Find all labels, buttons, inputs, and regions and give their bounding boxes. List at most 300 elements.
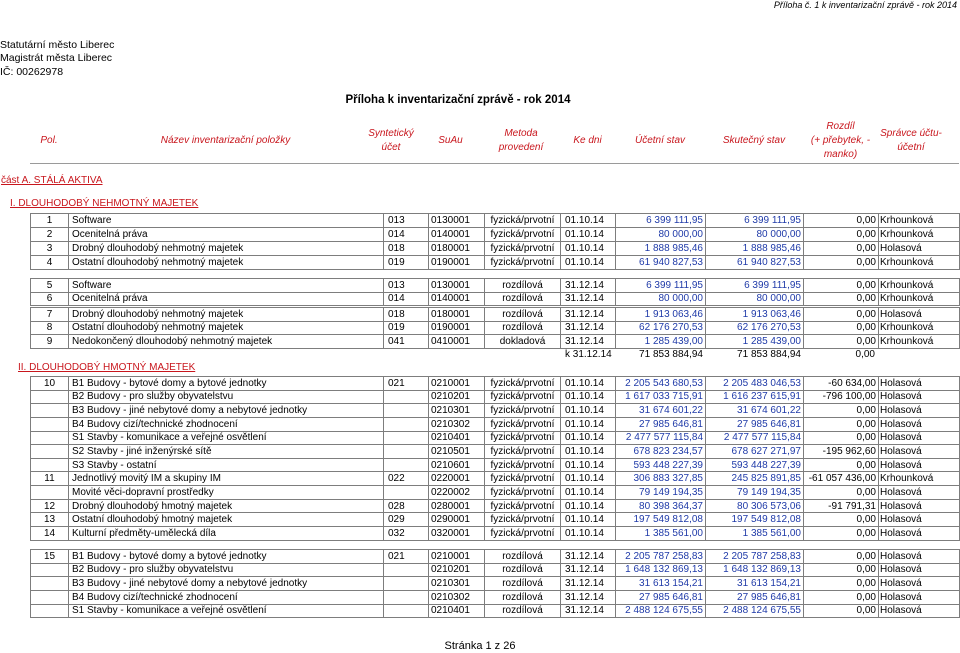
as-of-date-cell: 01.10.14	[561, 404, 616, 418]
difference-cell: 0,00	[804, 228, 879, 242]
as-of-date-cell: 31.12.14	[561, 335, 616, 349]
synthetic-account-cell	[384, 604, 429, 618]
col-header-method	[490, 119, 552, 162]
actual-value-cell: 1 385 561,00	[706, 527, 804, 541]
method-cell: fyzická/prvotní	[485, 513, 561, 527]
method-cell: fyzická/prvotní	[485, 445, 561, 459]
method-cell: fyzická/prvotní	[485, 472, 561, 486]
administrator-cell: Krhounková	[879, 335, 960, 349]
table-row	[31, 486, 960, 500]
table-row	[31, 390, 960, 404]
table-row	[31, 321, 960, 335]
as-of-date-cell: 31.12.14	[561, 292, 616, 306]
suau-cell: 0210302	[429, 590, 485, 604]
administrator-cell: Krhounková	[879, 472, 960, 486]
table-row	[31, 377, 960, 391]
as-of-date-cell: 01.10.14	[561, 417, 616, 431]
item-name-cell: B1 Budovy - bytové domy a bytové jednotky	[69, 377, 384, 391]
row-number-cell: 12	[31, 499, 69, 513]
actual-value-cell: 197 549 812,08	[706, 513, 804, 527]
suau-cell: 0130001	[429, 214, 485, 228]
item-name-cell: Nedokončený dlouhodobý nehmotný majetek	[69, 335, 384, 349]
actual-value-cell: 1 285 439,00	[706, 335, 804, 349]
synthetic-account-cell: 014	[384, 292, 429, 306]
as-of-date-cell: 01.10.14	[561, 242, 616, 256]
as-of-date-cell: 01.10.14	[561, 458, 616, 472]
actual-value-cell: 79 149 194,35	[706, 486, 804, 500]
suau-cell: 0280001	[429, 499, 485, 513]
col-header-pol	[30, 119, 68, 162]
col-header-synthetic-account-line2: účet	[381, 141, 401, 153]
synthetic-account-cell: 019	[384, 256, 429, 270]
col-header-as-of-date-label: Ke dni	[573, 134, 602, 146]
summary-actual-value: 71 853 884,94	[737, 349, 801, 360]
tangible-assets-physical-table	[30, 376, 960, 541]
book-value-cell: 27 985 646,81	[616, 417, 706, 431]
synthetic-account-cell	[384, 404, 429, 418]
item-name-cell: Ostatní dlouhodobý nehmotný majetek	[69, 321, 384, 335]
table-row	[31, 292, 960, 306]
table-row	[31, 513, 960, 527]
method-cell: rozdílová	[485, 604, 561, 618]
method-cell: fyzická/prvotní	[485, 486, 561, 500]
suau-cell: 0290001	[429, 513, 485, 527]
synthetic-account-cell: 028	[384, 499, 429, 513]
row-number-cell	[31, 590, 69, 604]
as-of-date-cell: 01.10.14	[561, 256, 616, 270]
synthetic-account-cell	[384, 563, 429, 577]
synthetic-account-cell	[384, 458, 429, 472]
actual-value-cell: 593 448 227,39	[706, 458, 804, 472]
col-header-synthetic-account-line1: Syntetický	[368, 127, 414, 139]
row-number-cell: 4	[31, 256, 69, 270]
difference-cell: 0,00	[804, 458, 879, 472]
col-header-difference-line3: manko)	[823, 148, 858, 160]
page-title: Příloha k inventarizační zprávě - rok 2014	[345, 94, 571, 106]
row-number-cell	[31, 458, 69, 472]
book-value-cell: 1 285 439,00	[616, 335, 706, 349]
col-header-administrator	[870, 119, 952, 162]
as-of-date-cell: 01.10.14	[561, 228, 616, 242]
administrator-cell: Holasová	[879, 458, 960, 472]
header-divider	[30, 163, 959, 164]
difference-cell: -61 057 436,00	[804, 472, 879, 486]
method-cell: rozdílová	[485, 292, 561, 306]
difference-cell: 0,00	[804, 513, 879, 527]
difference-cell: -796 100,00	[804, 390, 879, 404]
table-row	[31, 228, 960, 242]
as-of-date-cell: 01.10.14	[561, 214, 616, 228]
row-number-cell: 11	[31, 472, 69, 486]
book-value-cell: 1 648 132 869,13	[616, 563, 706, 577]
book-value-cell: 79 149 194,35	[616, 486, 706, 500]
synthetic-account-cell: 018	[384, 308, 429, 322]
difference-cell: 0,00	[804, 577, 879, 591]
actual-value-cell: 6 399 111,95	[706, 214, 804, 228]
col-header-as-of-date	[560, 119, 615, 162]
administrator-cell: Krhounková	[879, 228, 960, 242]
organization-company-id: IČ: 00262978	[0, 66, 64, 78]
item-name-cell: B4 Budovy cizí/technické zhodnocení	[69, 590, 384, 604]
synthetic-account-cell: 041	[384, 335, 429, 349]
book-value-cell: 306 883 327,85	[616, 472, 706, 486]
suau-cell: 0180001	[429, 242, 485, 256]
difference-cell: 0,00	[804, 604, 879, 618]
row-number-cell	[31, 390, 69, 404]
book-value-cell: 1 888 985,46	[616, 242, 706, 256]
actual-value-cell: 27 985 646,81	[706, 590, 804, 604]
as-of-date-cell: 01.10.14	[561, 499, 616, 513]
table-row	[31, 590, 960, 604]
table-row	[31, 472, 960, 486]
row-number-cell	[31, 431, 69, 445]
book-value-cell: 6 399 111,95	[616, 214, 706, 228]
actual-value-cell: 1 888 985,46	[706, 242, 804, 256]
suau-cell: 0140001	[429, 292, 485, 306]
suau-cell: 0210601	[429, 458, 485, 472]
row-number-cell: 8	[31, 321, 69, 335]
actual-value-cell: 80 306 573,06	[706, 499, 804, 513]
as-of-date-cell: 31.12.14	[561, 308, 616, 322]
actual-value-cell: 80 000,00	[706, 228, 804, 242]
intangible-assets-difference-table-a	[30, 278, 960, 306]
intangible-assets-difference-table-b	[30, 307, 960, 349]
col-header-difference-line2: (+ přebytek, -	[810, 134, 871, 146]
item-name-cell: B2 Budovy - pro služby obyvatelstvu	[69, 563, 384, 577]
row-number-cell: 2	[31, 228, 69, 242]
method-cell: fyzická/prvotní	[485, 377, 561, 391]
book-value-cell: 80 000,00	[616, 228, 706, 242]
col-header-item-name	[68, 119, 383, 162]
administrator-cell: Holasová	[879, 404, 960, 418]
row-number-cell: 14	[31, 527, 69, 541]
row-number-cell: 5	[31, 279, 69, 293]
table-row	[31, 527, 960, 541]
col-header-method-line1: Metoda	[504, 127, 538, 139]
item-name-cell: Movité věci-dopravní prostředky	[69, 486, 384, 500]
synthetic-account-cell: 029	[384, 513, 429, 527]
table-row	[31, 417, 960, 431]
suau-cell: 0220001	[429, 472, 485, 486]
col-header-item-name-label: Název inventarizační položky	[160, 134, 291, 146]
method-cell: rozdílová	[485, 308, 561, 322]
item-name-cell: Software	[69, 279, 384, 293]
section-intangible-assets-heading: I. DLOUHODOBÝ NEHMOTNÝ MAJETEK	[10, 198, 199, 209]
suau-cell: 0220002	[429, 486, 485, 500]
difference-cell: 0,00	[804, 550, 879, 564]
col-header-method-line2: provedení	[498, 141, 544, 153]
suau-cell: 0210401	[429, 604, 485, 618]
as-of-date-cell: 31.12.14	[561, 550, 616, 564]
col-header-difference	[803, 119, 878, 162]
suau-cell: 0190001	[429, 321, 485, 335]
book-value-cell: 61 940 827,53	[616, 256, 706, 270]
method-cell: fyzická/prvotní	[485, 214, 561, 228]
as-of-date-cell: 31.12.14	[561, 321, 616, 335]
suau-cell: 0210501	[429, 445, 485, 459]
table-row	[31, 499, 960, 513]
method-cell: rozdílová	[485, 590, 561, 604]
row-number-cell	[31, 404, 69, 418]
item-name-cell: Ostatní dlouhodobý hmotný majetek	[69, 513, 384, 527]
synthetic-account-cell: 019	[384, 321, 429, 335]
synthetic-account-cell: 022	[384, 472, 429, 486]
method-cell: fyzická/prvotní	[485, 499, 561, 513]
administrator-cell: Holasová	[879, 445, 960, 459]
summary-book-value: 71 853 884,94	[639, 349, 703, 360]
suau-cell: 0210001	[429, 550, 485, 564]
synthetic-account-cell: 021	[384, 550, 429, 564]
item-name-cell: Drobný dlouhodobý nehmotný majetek	[69, 308, 384, 322]
difference-cell: 0,00	[804, 486, 879, 500]
book-value-cell: 31 674 601,22	[616, 404, 706, 418]
as-of-date-cell: 01.10.14	[561, 445, 616, 459]
administrator-cell: Holasová	[879, 242, 960, 256]
method-cell: fyzická/prvotní	[485, 431, 561, 445]
table-row	[31, 256, 960, 270]
row-number-cell: 13	[31, 513, 69, 527]
table-row	[31, 214, 960, 228]
col-header-pol-label: Pol.	[40, 134, 58, 146]
method-cell: rozdílová	[485, 279, 561, 293]
synthetic-account-cell	[384, 577, 429, 591]
item-name-cell: Jednotlivý movitý IM a skupiny IM	[69, 472, 384, 486]
administrator-cell: Krhounková	[879, 279, 960, 293]
intangible-assets-physical-table	[30, 213, 960, 270]
as-of-date-cell: 31.12.14	[561, 279, 616, 293]
synthetic-account-cell: 032	[384, 527, 429, 541]
synthetic-account-cell: 013	[384, 214, 429, 228]
method-cell: fyzická/prvotní	[485, 404, 561, 418]
item-name-cell: S1 Stavby - komunikace a veřejné osvětlení	[69, 604, 384, 618]
row-number-cell: 10	[31, 377, 69, 391]
method-cell: fyzická/prvotní	[485, 242, 561, 256]
suau-cell: 0320001	[429, 527, 485, 541]
synthetic-account-cell	[384, 590, 429, 604]
administrator-cell: Krhounková	[879, 214, 960, 228]
row-number-cell	[31, 577, 69, 591]
difference-cell: 0,00	[804, 417, 879, 431]
difference-cell: 0,00	[804, 292, 879, 306]
administrator-cell: Holasová	[879, 513, 960, 527]
item-name-cell: Ostatní dlouhodobý nehmotný majetek	[69, 256, 384, 270]
synthetic-account-cell: 014	[384, 228, 429, 242]
book-value-cell: 80 000,00	[616, 292, 706, 306]
table-row	[31, 563, 960, 577]
as-of-date-cell: 31.12.14	[561, 563, 616, 577]
method-cell: rozdílová	[485, 563, 561, 577]
col-header-administrator-line1: Správce účtu-	[880, 127, 942, 139]
book-value-cell: 1 385 561,00	[616, 527, 706, 541]
row-number-cell: 6	[31, 292, 69, 306]
synthetic-account-cell: 018	[384, 242, 429, 256]
col-header-suau-label: SuAu	[438, 134, 463, 146]
page-footer: Stránka 1 z 26	[444, 640, 516, 652]
suau-cell: 0210401	[429, 431, 485, 445]
method-cell: dokladová	[485, 335, 561, 349]
actual-value-cell: 1 648 132 869,13	[706, 563, 804, 577]
actual-value-cell: 31 674 601,22	[706, 404, 804, 418]
synthetic-account-cell: 021	[384, 377, 429, 391]
difference-cell: 0,00	[804, 563, 879, 577]
row-number-cell	[31, 604, 69, 618]
administrator-cell: Holasová	[879, 527, 960, 541]
table-row	[31, 308, 960, 322]
administrator-cell: Krhounková	[879, 292, 960, 306]
synthetic-account-cell	[384, 486, 429, 500]
table-row	[31, 458, 960, 472]
book-value-cell: 80 398 364,37	[616, 499, 706, 513]
col-header-book-value	[615, 119, 705, 162]
annex-note: Příloha č. 1 k inventarizační zprávě - rok 2014	[773, 0, 957, 10]
suau-cell: 0140001	[429, 228, 485, 242]
actual-value-cell: 678 627 271,97	[706, 445, 804, 459]
suau-cell: 0130001	[429, 279, 485, 293]
col-header-actual-value-label: Skutečný stav	[722, 134, 786, 146]
item-name-cell: Software	[69, 214, 384, 228]
method-cell: fyzická/prvotní	[485, 390, 561, 404]
row-number-cell	[31, 563, 69, 577]
book-value-cell: 2 205 543 680,53	[616, 377, 706, 391]
item-name-cell: S1 Stavby - komunikace a veřejné osvětlení	[69, 431, 384, 445]
col-header-administrator-line2: účetní	[897, 141, 925, 153]
actual-value-cell: 62 176 270,53	[706, 321, 804, 335]
administrator-cell: Holasová	[879, 577, 960, 591]
administrator-cell: Krhounková	[879, 321, 960, 335]
actual-value-cell: 1 616 237 615,91	[706, 390, 804, 404]
method-cell: fyzická/prvotní	[485, 256, 561, 270]
as-of-date-cell: 01.10.14	[561, 390, 616, 404]
item-name-cell: B3 Budovy - jiné nebytové domy a nebytové jednotky	[69, 404, 384, 418]
table-row	[31, 242, 960, 256]
actual-value-cell: 2 205 787 258,83	[706, 550, 804, 564]
difference-cell: 0,00	[804, 335, 879, 349]
item-name-cell: S3 Stavby - ostatní	[69, 458, 384, 472]
administrator-cell: Holasová	[879, 390, 960, 404]
method-cell: fyzická/prvotní	[485, 458, 561, 472]
summary-date: k 31.12.14	[565, 349, 612, 360]
section-tangible-assets-heading: II. DLOUHODOBÝ HMOTNÝ MAJETEK	[18, 362, 196, 373]
col-header-suau	[428, 119, 473, 162]
item-name-cell: Ocenitelná práva	[69, 228, 384, 242]
difference-cell: 0,00	[804, 242, 879, 256]
row-number-cell: 7	[31, 308, 69, 322]
suau-cell: 0180001	[429, 308, 485, 322]
actual-value-cell: 1 913 063,46	[706, 308, 804, 322]
as-of-date-cell: 01.10.14	[561, 472, 616, 486]
difference-cell: -91 791,31	[804, 499, 879, 513]
administrator-cell: Holasová	[879, 563, 960, 577]
book-value-cell: 62 176 270,53	[616, 321, 706, 335]
table-row	[31, 577, 960, 591]
part-a-heading: část A. STÁLÁ AKTIVA	[1, 175, 103, 186]
administrator-cell: Holasová	[879, 499, 960, 513]
difference-cell: -195 962,60	[804, 445, 879, 459]
row-number-cell: 3	[31, 242, 69, 256]
as-of-date-cell: 01.10.14	[561, 431, 616, 445]
book-value-cell: 2 488 124 675,55	[616, 604, 706, 618]
suau-cell: 0210001	[429, 377, 485, 391]
difference-cell: 0,00	[804, 404, 879, 418]
table-row	[31, 335, 960, 349]
suau-cell: 0210301	[429, 577, 485, 591]
synthetic-account-cell	[384, 390, 429, 404]
item-name-cell: S2 Stavby - jiné inženýrské sítě	[69, 445, 384, 459]
item-name-cell: B4 Budovy cizí/technické zhodnocení	[69, 417, 384, 431]
actual-value-cell: 2 488 124 675,55	[706, 604, 804, 618]
book-value-cell: 6 399 111,95	[616, 279, 706, 293]
col-header-synthetic-account	[365, 119, 417, 162]
actual-value-cell: 80 000,00	[706, 292, 804, 306]
book-value-cell: 31 613 154,21	[616, 577, 706, 591]
as-of-date-cell: 01.10.14	[561, 377, 616, 391]
method-cell: fyzická/prvotní	[485, 527, 561, 541]
row-number-cell: 1	[31, 214, 69, 228]
suau-cell: 0210201	[429, 563, 485, 577]
table-row	[31, 445, 960, 459]
suau-cell: 0190001	[429, 256, 485, 270]
row-number-cell: 15	[31, 550, 69, 564]
suau-cell: 0210302	[429, 417, 485, 431]
actual-value-cell: 31 613 154,21	[706, 577, 804, 591]
item-name-cell: Drobný dlouhodobý nehmotný majetek	[69, 242, 384, 256]
suau-cell: 0210201	[429, 390, 485, 404]
actual-value-cell: 61 940 827,53	[706, 256, 804, 270]
difference-cell: 0,00	[804, 279, 879, 293]
administrator-cell: Holasová	[879, 590, 960, 604]
col-header-book-value-label: Účetní stav	[634, 134, 686, 146]
item-name-cell: B1 Budovy - bytové domy a bytové jednotky	[69, 550, 384, 564]
synthetic-account-cell: 013	[384, 279, 429, 293]
item-name-cell: Ocenitelná práva	[69, 292, 384, 306]
row-number-cell	[31, 486, 69, 500]
as-of-date-cell: 01.10.14	[561, 527, 616, 541]
table-row	[31, 431, 960, 445]
difference-cell: 0,00	[804, 527, 879, 541]
as-of-date-cell: 31.12.14	[561, 604, 616, 618]
item-name-cell: Drobný dlouhodobý hmotný majetek	[69, 499, 384, 513]
table-row	[31, 604, 960, 618]
organization-city: Statutární město Liberec	[0, 39, 115, 51]
book-value-cell: 2 477 577 115,84	[616, 431, 706, 445]
suau-cell: 0410001	[429, 335, 485, 349]
administrator-cell: Krhounková	[879, 256, 960, 270]
book-value-cell: 1 617 033 715,91	[616, 390, 706, 404]
table-row	[31, 279, 960, 293]
difference-cell: -60 634,00	[804, 377, 879, 391]
summary-difference: 0,00	[855, 349, 875, 360]
col-header-actual-value	[705, 119, 803, 162]
difference-cell: 0,00	[804, 214, 879, 228]
method-cell: rozdílová	[485, 577, 561, 591]
actual-value-cell: 245 825 891,85	[706, 472, 804, 486]
suau-cell: 0210301	[429, 404, 485, 418]
synthetic-account-cell	[384, 445, 429, 459]
row-number-cell	[31, 417, 69, 431]
as-of-date-cell: 31.12.14	[561, 590, 616, 604]
summary-row	[0, 348, 960, 362]
synthetic-account-cell	[384, 431, 429, 445]
organization-office: Magistrát města Liberec	[0, 52, 113, 64]
table-row	[31, 404, 960, 418]
col-header-difference-line1: Rozdíl	[826, 120, 855, 132]
actual-value-cell: 2 205 483 046,53	[706, 377, 804, 391]
difference-cell: 0,00	[804, 590, 879, 604]
book-value-cell: 678 823 234,57	[616, 445, 706, 459]
actual-value-cell: 6 399 111,95	[706, 279, 804, 293]
book-value-cell: 1 913 063,46	[616, 308, 706, 322]
row-number-cell: 9	[31, 335, 69, 349]
